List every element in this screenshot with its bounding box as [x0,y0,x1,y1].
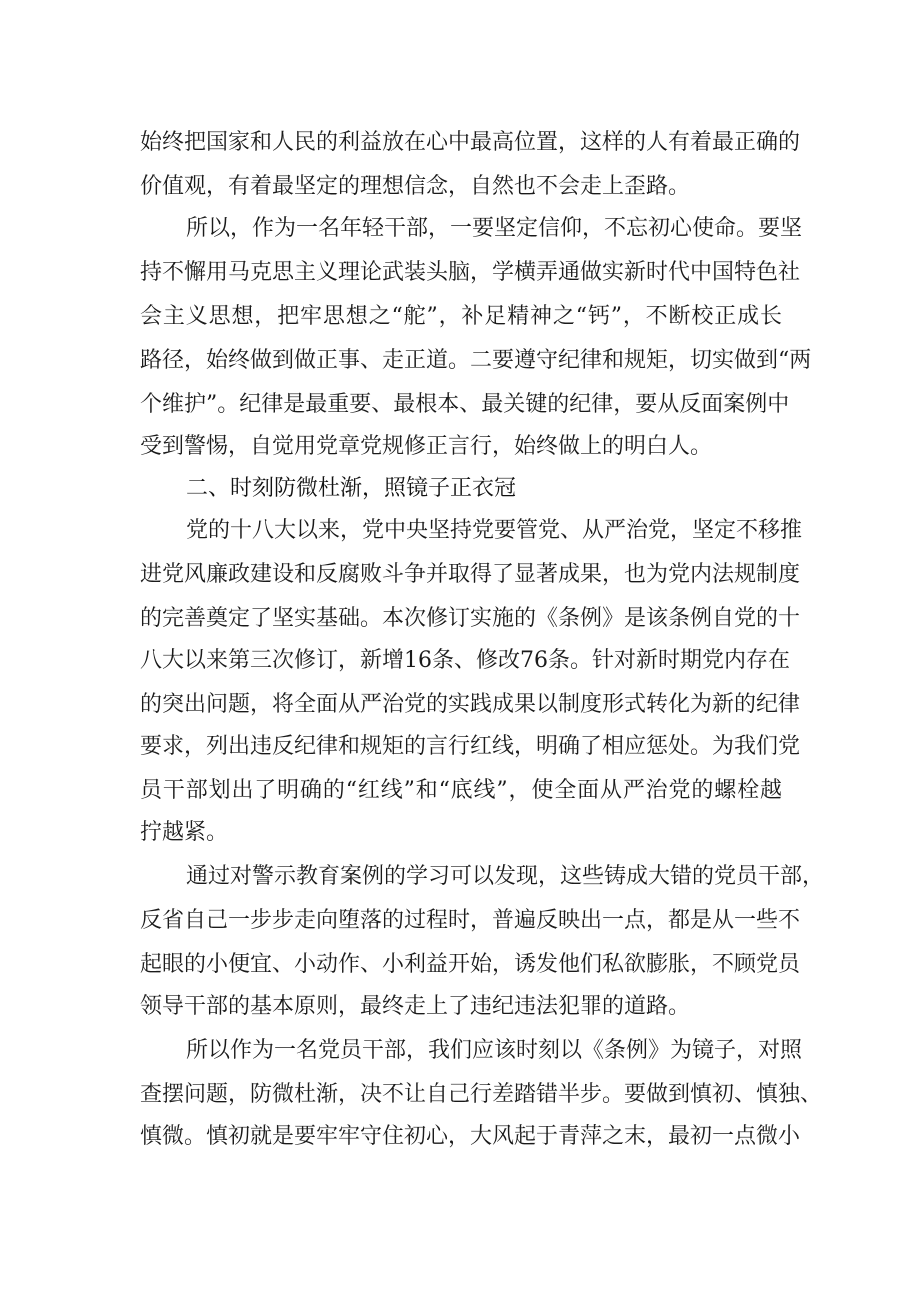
body-text-line: 个维护”。纪律是最重要、最根本、最关键的纪律，要从反面案例中 [140,392,790,417]
paragraph-start-line: 通过对警示教育案例的学习可以发现，这些铸成大错的党员干部， [186,864,825,889]
section-heading: 二、时刻防微杜渐，照镜子正衣冠 [186,476,517,501]
body-text-line: 八大以来第三次修订，新增16条、修改76条。针对新时期党内存在 [140,648,790,673]
body-text-line: 始终把国家和人民的利益放在心中最高位置，这样的人有着最正确的 [140,130,801,155]
body-text-line: 领导干部的基本原则，最终走上了违纪违法犯罪的道路。 [140,994,691,1019]
paragraph-start-line: 所以作为一名党员干部，我们应该时刻以《条例》为镜子，对照 [186,1038,803,1063]
body-text-line: 价值观，有着最坚定的理想信念，自然也不会走上歪路。 [140,174,691,199]
body-text-line: 反省自己一步步走向堕落的过程时，普遍反映出一点，都是从一些不 [140,908,801,933]
body-text-line: 持不懈用马克思主义理论武装头脑，学横弄通做实新时代中国特色社 [140,260,801,285]
body-text-line: 拧越紧。 [140,820,229,845]
body-text-line: 慎微。慎初就是要牢牢守住初心，大风起于青萍之末，最初一点微小 [140,1124,801,1149]
body-text-line: 会主义思想，把牢思想之“舵”，补足精神之“钙”，不断校正成长 [140,304,782,329]
paragraph-start-line: 党的十八大以来，党中央坚持党要管党、从严治党，坚定不移推 [186,518,803,543]
body-text-line: 进党风廉政建设和反腐败斗争并取得了显著成果，也为党内法规制度 [140,562,801,587]
body-text-line: 起眼的小便宜、小动作、小利益开始，诱发他们私欲膨胀，不顾党员 [140,952,801,977]
paragraph-start-line: 所以，作为一名年轻干部，一要坚定信仰，不忘初心使命。要坚 [186,216,803,241]
body-text-line: 受到警惕，自觉用党章党规修正言行，始终做上的明白人。 [140,434,713,459]
body-text-line: 的完善奠定了坚实基础。本次修订实施的《条例》是该条例自党的十 [140,606,801,631]
body-text-line: 的突出问题，将全面从严治党的实践成果以制度形式转化为新的纪律 [140,692,801,717]
body-text-line: 查摆问题，防微杜渐，决不让自己行差踏错半步。要做到慎初、慎独、 [140,1082,823,1107]
body-text-line: 员干部划出了明确的“红线”和“底线”，使全面从严治党的螺栓越 [140,778,782,803]
body-text-line: 要求，列出违反纪律和规矩的言行红线，明确了相应惩处。为我们党 [140,734,801,759]
body-text-line: 路径，始终做到做正事、走正道。二要遵守纪律和规矩，切实做到“两 [140,348,812,373]
